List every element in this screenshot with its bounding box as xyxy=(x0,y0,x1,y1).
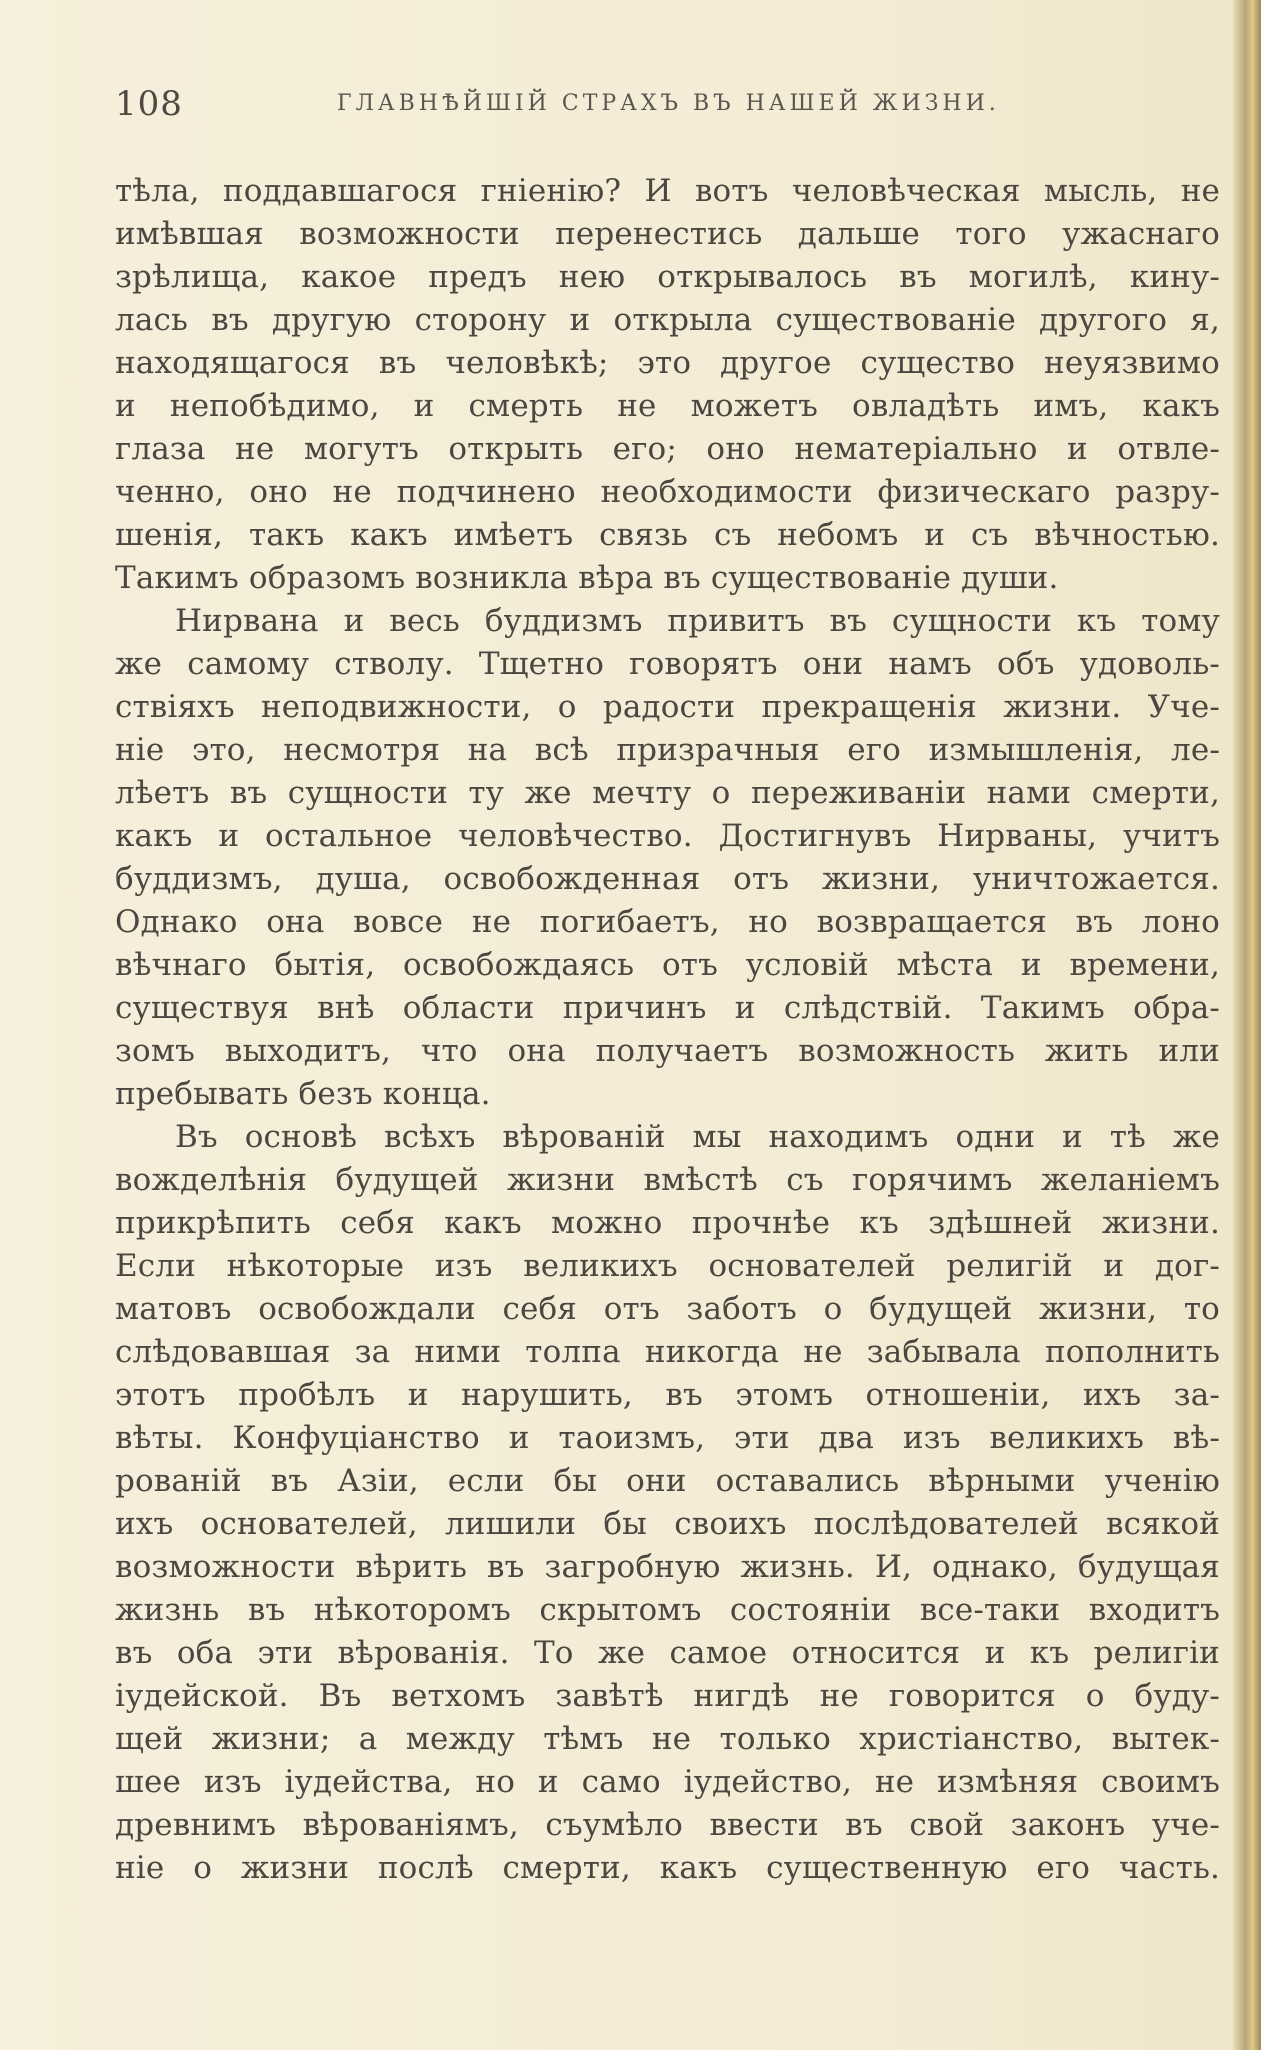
text-line: ніе о жизни послѣ смерти, какъ существенную его часть. xyxy=(115,1850,1220,1886)
text-line: въ оба эти вѣрованія. То же самое относится и къ религіи xyxy=(115,1635,1220,1671)
text-line: щей жизни; а между тѣмъ не только христіанство, вытек- xyxy=(115,1721,1220,1757)
text-line: ніе это, несмотря на всѣ призрачныя его измышленія, ле- xyxy=(115,732,1220,768)
text-line: же самому стволу. Тщетно говорятъ они намъ объ удоволь- xyxy=(115,646,1220,682)
text-line: этотъ пробѣлъ и нарушить, въ этомъ отношеніи, ихъ за- xyxy=(115,1377,1220,1413)
text-line: Однако она вовсе не погибаетъ, но возвращается въ лоно xyxy=(115,904,1220,940)
text-line: древнимъ вѣрованіямъ, съумѣло ввести въ свой законъ уче- xyxy=(115,1807,1220,1843)
text-line: возможности вѣрить въ загробную жизнь. И, однако, будущая xyxy=(115,1549,1220,1585)
text-line: прикрѣпить себя какъ можно прочнѣе къ здѣшней жизни. xyxy=(115,1205,1220,1241)
text-line: рованій въ Азіи, если бы они оставались вѣрными ученію xyxy=(115,1463,1220,1499)
text-line: Если нѣкоторые изъ великихъ основателей религій и дог- xyxy=(115,1248,1220,1284)
running-title: ГЛАВНѢЙШІЙ СТРАХЪ ВЪ НАШЕЙ ЖИЗНИ. xyxy=(337,91,1000,116)
text-line: матовъ освобождали себя отъ заботъ о будущей жизни, то xyxy=(115,1291,1220,1327)
text-line: слѣдовавшая за ними толпа никогда не забывала пополнить xyxy=(115,1334,1220,1370)
body-text xyxy=(115,170,1220,1890)
page-edge xyxy=(1233,0,1261,2050)
text-line: лѣетъ въ сущности ту же мечту о переживаніи нами смерти, xyxy=(115,775,1220,811)
text-line: вожделѣнія будущей жизни вмѣстѣ съ горячимъ желаніемъ xyxy=(115,1162,1220,1198)
text-line: зомъ выходитъ, что она получаетъ возможность жить или xyxy=(115,1033,1220,1069)
text-line: тѣла, поддавшагося гніенію? И вотъ человѣческая мысль, не xyxy=(115,173,1220,209)
text-line: Нирвана и весь буддизмъ привитъ въ сущности къ тому xyxy=(175,603,1220,639)
text-line: буддизмъ, душа, освобожденная отъ жизни, уничтожается. xyxy=(115,861,1220,897)
text-line: вѣты. Конфуціанство и таоизмъ, эти два изъ великихъ вѣ- xyxy=(115,1420,1220,1456)
text-line: шее изъ іудейства, но и само іудейство, не измѣняя своимъ xyxy=(115,1764,1220,1800)
text-line: іудейской. Въ ветхомъ завѣтѣ нигдѣ не говорится о буду- xyxy=(115,1678,1220,1714)
text-line: глаза не могутъ открыть его; оно нематеріально и отвле- xyxy=(115,431,1220,467)
text-line: ихъ основателей, лишили бы своихъ послѣдователей всякой xyxy=(115,1506,1220,1542)
page-header xyxy=(115,84,1235,124)
text-line: пребывать безъ конца. xyxy=(115,1076,491,1112)
text-line: Такимъ образомъ возникла вѣра въ существованіе души. xyxy=(115,560,1059,596)
text-line: шенія, такъ какъ имѣетъ связь съ небомъ и съ вѣчностью. xyxy=(115,517,1220,553)
text-line: жизнь въ нѣкоторомъ скрытомъ состояніи все-таки входитъ xyxy=(115,1592,1220,1628)
text-line: находящагося въ человѣкѣ; это другое существо неуязвимо xyxy=(115,345,1220,381)
text-line: и непобѣдимо, и смерть не можетъ овладѣть имъ, какъ xyxy=(115,388,1220,424)
text-line: Въ основѣ всѣхъ вѣрованій мы находимъ одни и тѣ же xyxy=(175,1119,1220,1155)
text-line: имѣвшая возможности перенестись дальше того ужаснаго xyxy=(115,216,1220,252)
text-line: ченно, оно не подчинено необходимости физическаго разру- xyxy=(115,474,1220,510)
text-line: зрѣлища, какое предъ нею открывалось въ могилѣ, кину- xyxy=(115,259,1220,295)
text-line: лась въ другую сторону и открыла существованіе другого я, xyxy=(115,302,1220,338)
text-line: какъ и остальное человѣчество. Достигнувъ Нирваны, учитъ xyxy=(115,818,1220,854)
text-line: ствіяхъ неподвижности, о радости прекращенія жизни. Уче- xyxy=(115,689,1220,725)
text-line: вѣчнаго бытія, освобождаясь отъ условій мѣста и времени, xyxy=(115,947,1220,983)
text-line: существуя внѣ области причинъ и слѣдствій. Такимъ обра- xyxy=(115,990,1220,1026)
page-number: 108 xyxy=(115,84,183,124)
